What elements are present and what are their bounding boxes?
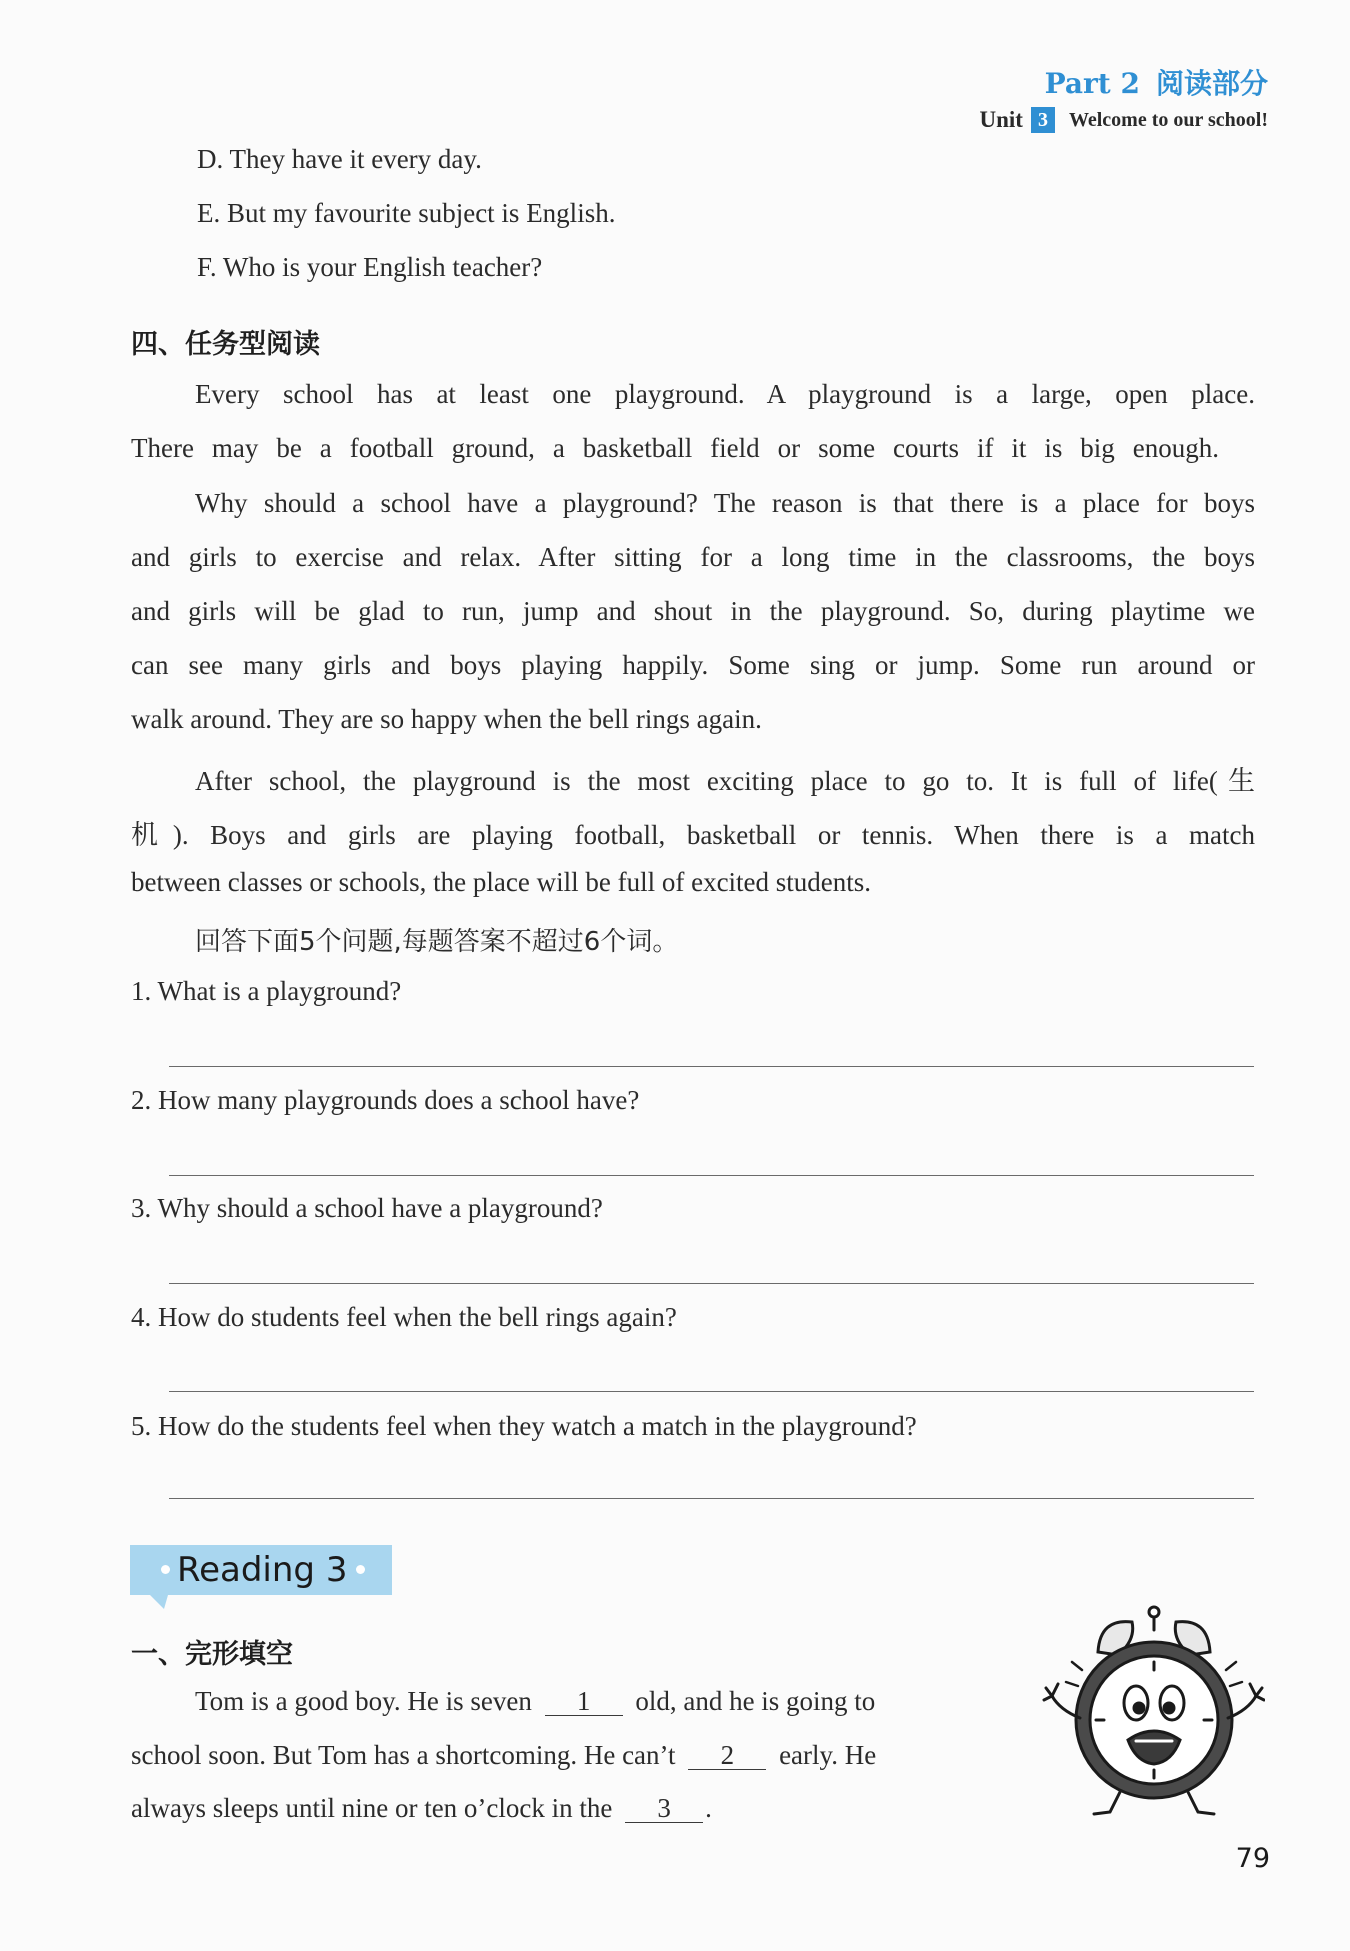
cloze-text: school soon. But Tom has a shortcoming. He can’t bbox=[131, 1740, 676, 1770]
unit-number-badge: 3 bbox=[1031, 107, 1055, 133]
cloze-line-2 bbox=[131, 1740, 876, 1771]
header-part-cn: 阅读部分 bbox=[1155, 67, 1268, 100]
cloze-line-3 bbox=[131, 1793, 712, 1824]
question-5: 5. How do the students feel when they watch a match in the playground? bbox=[131, 1411, 917, 1441]
cloze-text: . bbox=[705, 1793, 712, 1823]
answer-line-3[interactable] bbox=[169, 1283, 1254, 1284]
answer-line-1[interactable] bbox=[169, 1066, 1254, 1067]
question-4: 4. How do students feel when the bell rings again? bbox=[131, 1302, 677, 1332]
option-f: F. Who is your English teacher? bbox=[197, 252, 543, 282]
reading-3-banner bbox=[130, 1545, 392, 1595]
question-1: 1. What is a playground? bbox=[131, 976, 402, 1006]
cloze-text: old, and he is going to bbox=[635, 1686, 876, 1716]
cloze-text: always sleeps until nine or ten o’clock in the bbox=[131, 1793, 613, 1823]
header-unit-label: Unit bbox=[979, 107, 1023, 132]
passage-line: Every school has at least one playground. A playground is a large, open place. bbox=[195, 379, 1255, 409]
passage-line: There may be a football ground, a basketball field or some courts if it is big enough. bbox=[131, 433, 1219, 463]
banner-dot bbox=[356, 1565, 365, 1574]
cloze-text: early. He bbox=[779, 1740, 877, 1770]
passage-line: After school, the playground is the most exciting place to go to. It is full of life(生 bbox=[195, 766, 1255, 796]
header-part-label: Part 2 bbox=[1044, 67, 1140, 100]
cloze-text: Tom is a good boy. He is seven bbox=[195, 1686, 532, 1716]
cloze-blank-2[interactable]: 2 bbox=[688, 1741, 766, 1770]
answer-line-4[interactable] bbox=[169, 1391, 1254, 1392]
option-d: D. They have it every day. bbox=[197, 144, 482, 174]
passage-line: walk around. They are so happy when the bell rings again. bbox=[131, 704, 762, 734]
answer-line-5[interactable] bbox=[169, 1498, 1254, 1499]
question-3: 3. Why should a school have a playground? bbox=[131, 1193, 603, 1223]
cloze-blank-3[interactable]: 3 bbox=[625, 1794, 703, 1823]
instruction-text: 回答下面5个问题,每题答案不超过6个词。 bbox=[195, 927, 679, 957]
banner-dot bbox=[161, 1565, 170, 1574]
passage-line: can see many girls and boys playing happily. Some sing or jump. Some run around or bbox=[131, 650, 1255, 680]
passage-line: and girls to exercise and relax. After sitting for a long time in the classrooms, the boys bbox=[131, 542, 1255, 572]
page-number: 79 bbox=[1235, 1843, 1270, 1874]
header-unit bbox=[980, 107, 1269, 133]
header-unit-title: Welcome to our school! bbox=[1068, 108, 1268, 131]
cloze-line-1 bbox=[195, 1686, 875, 1717]
cloze-blank-1[interactable]: 1 bbox=[545, 1687, 623, 1716]
banner-title: Reading 3 bbox=[177, 1550, 348, 1590]
passage-line: and girls will be glad to run, jump and shout in the playground. So, during playtime we bbox=[131, 596, 1255, 626]
question-2: 2. How many playgrounds does a school have? bbox=[131, 1085, 640, 1115]
header-part bbox=[1045, 62, 1268, 102]
section-cloze-title: 一、完形填空 bbox=[131, 1639, 293, 1670]
passage-line: between classes or schools, the place will be full of excited students. bbox=[131, 867, 872, 897]
option-e: E. But my favourite subject is English. bbox=[197, 198, 616, 228]
alarm-clock-illustration bbox=[1040, 1600, 1265, 1825]
answer-line-2[interactable] bbox=[169, 1175, 1254, 1176]
passage-line: Why should a school have a playground? The reason is that there is a place for boys bbox=[195, 488, 1255, 518]
passage-line: 机). Boys and girls are playing football, basketball or tennis. When there is a match bbox=[131, 820, 1255, 850]
section-task-reading-title: 四、任务型阅读 bbox=[131, 329, 320, 360]
